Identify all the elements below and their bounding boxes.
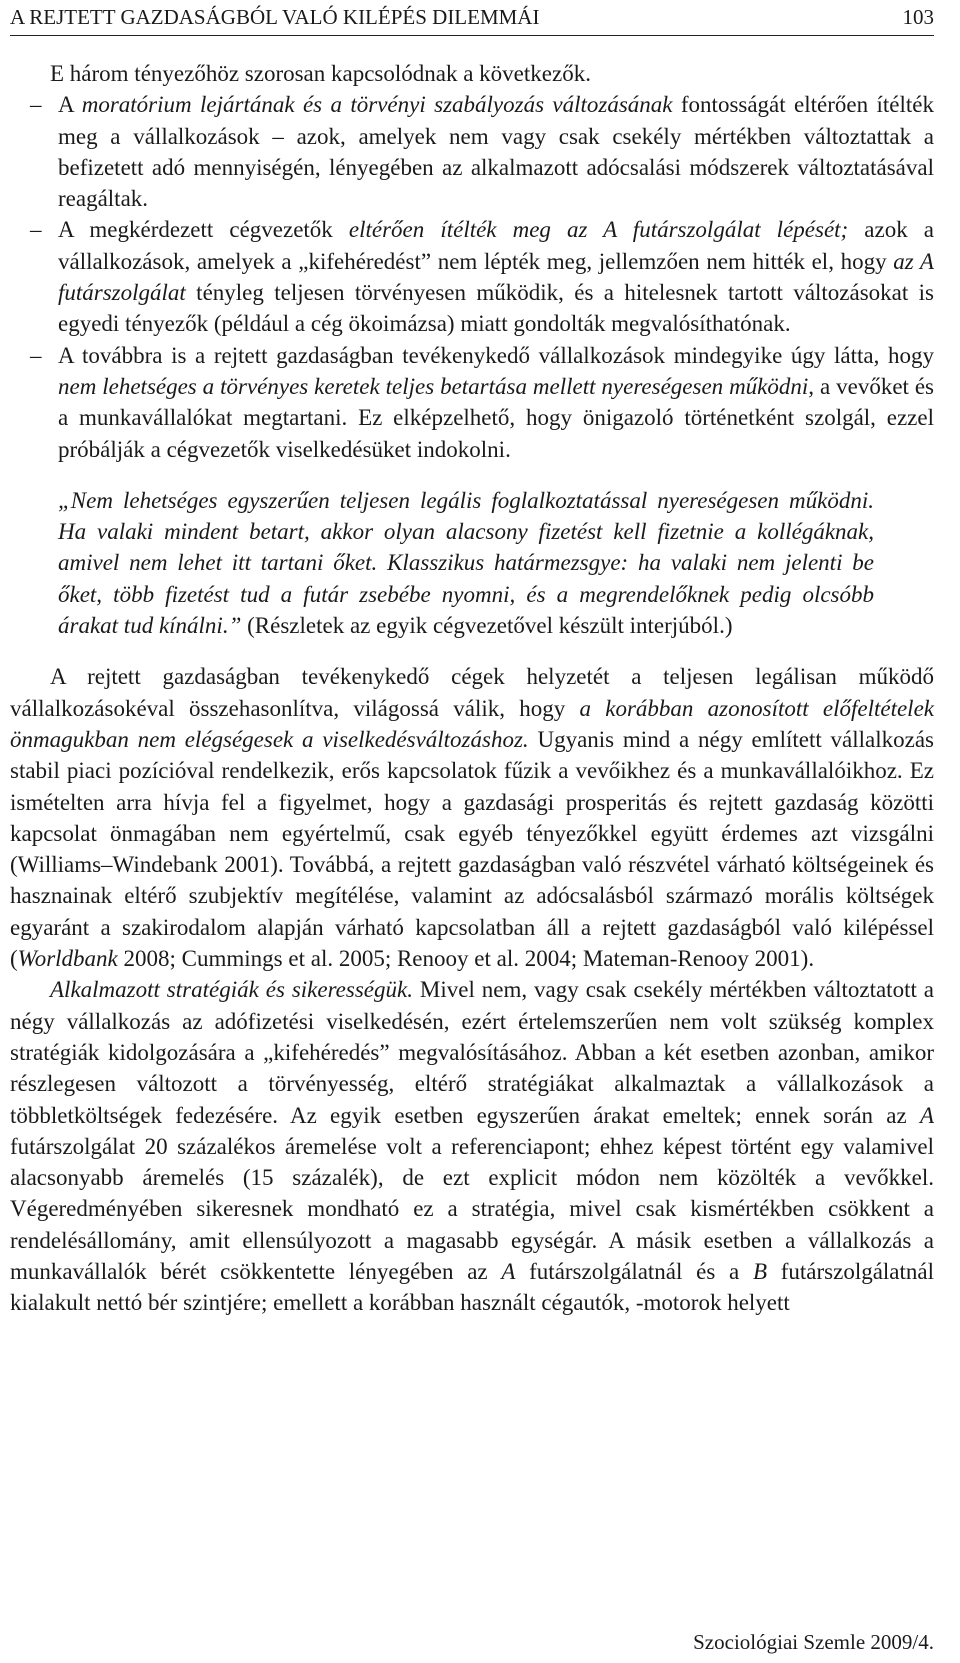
italic-run: Worldbank <box>17 946 118 972</box>
text-run: A rejtett gazdaságban tevékenykedő cégek helyzetét a teljesen legálisan működő vállalkozásokéval összehasonlítva, világossá válik, hogy <box>10 664 934 721</box>
text-run: futárszolgálat 20 százalékos áremelése volt a referenciapont; ehhez képest történt egy valamivel alacsonyabb áremelés (15 százalék), de ezt explicit módon nem közölték a vevőkkel. Végeredményében sikeresnek mondható ez a stratégia, mivel csak kismértékben csökkent a rendelésállomány, amit ellensúlyozott a magasabb egységár. A másik esetben a vállalkozás a munkavállalók bérét csökkentette lényegében az <box>10 1133 934 1284</box>
text-run: 2008; Cummings et al. 2005; Renooy et al. 2004; Mateman-Renooy 2001). <box>117 946 815 972</box>
list-item <box>10 340 934 465</box>
italic-run: nem lehetséges a törvényes keretek teljes betartása mellett nyereségesen működni, <box>58 373 815 399</box>
italic-run: a korábban azonosított előfeltételek önmagukban nem elégségesek a viselkedésváltozáshoz. <box>10 695 934 752</box>
list-item <box>10 214 934 339</box>
italic-run: A <box>501 1258 516 1284</box>
text-run: a vevőket és a munkavállalókat megtartani. Ez elképzelhető, hogy önigazoló történetként szolgál, ezzel próbálják a cégvezetők viselkedésüket indokolni. <box>58 373 934 462</box>
intro-sentence: E három tényezőhöz szorosan kapcsolódnak a következők. <box>50 61 591 86</box>
list-item-text <box>58 92 934 211</box>
italic-run: Alkalmazott stratégiák és sikerességük. <box>50 977 413 1003</box>
text-run: Mivel nem, vagy csak csekély mértékben változtatott a négy vállalkozás az adófizetési viselkedésén, ezért értelemszerűen nem volt szükség komplex stratégiák kidolgozására a „kifehéredés” megvalósításához. Abban a két esetben azonban, amikor részlegesen változott a törvényesség, eltérő stratégiákat alkalmaztak a vállalkozások a többletköltségek fedezésére. Az egyik esetben egyszerűen árakat emeltek; ennek során az <box>10 977 934 1128</box>
body-paragraph <box>10 974 934 1318</box>
italic-run: A <box>919 1102 934 1128</box>
dash-bullet: – <box>30 342 42 368</box>
text-run: futárszolgálatnál kialakult nettó bér szintjére; emellett a korábban használt cégautók, -motorok helyett <box>10 1258 934 1316</box>
list-item-text <box>58 343 934 462</box>
text-run: A továbbra is a rejtett gazdaságban tevékenykedő vállalkozások mindegyike úgy látta, hogy <box>58 342 934 368</box>
text-run: Ugyanis mind a négy említett vállalkozás stabil piaci pozícióval rendelkezik, erős kapcsolatok fűzik a vevőikhez és a munkavállalóikhoz. Ez ismételten arra hívja fel a figyelmet, hogy a gazdasági prosperitás és rejtett gazdaság közötti kapcsolat önmagában nem egyértelmű, csak egyéb tényezőkkel együtt érdemes azt vizsgálni (Williams–Windebank 2001). Továbbá, a rejtett gazdaságban való részvétel várható költségeinek és hasznainak eltérő szubjektív megítélése, valamint az adócsalásból származó morális költségek egyaránt a szakirodalom alapján várható kapcsolatban áll a rejtett gazdaságból való kilépéssel ( <box>10 726 934 972</box>
text-run: azok a vállalkozások, amelyek a „kifehéredést” nem lépték meg, jellemzően nem hitték el, hogy <box>58 217 934 274</box>
running-head <box>10 4 934 30</box>
interview-quote <box>58 485 874 641</box>
body-paragraph <box>10 661 934 974</box>
dash-list <box>10 89 934 465</box>
journal-footer: Szociológiai Szemle 2009/4. <box>693 1630 934 1654</box>
text-run: A megkérdezett cégvezetők <box>58 217 349 243</box>
header-rule <box>10 35 934 36</box>
italic-run: az A futárszolgálat <box>58 248 934 306</box>
italic-run: B <box>752 1258 768 1284</box>
body-text <box>10 58 934 1319</box>
text-run: A <box>58 92 82 118</box>
dash-bullet: – <box>30 92 42 118</box>
page-number: 103 <box>902 5 934 29</box>
italic-run: „Nem lehetséges egyszerűen teljesen legális foglalkoztatással nyereségesen működni. Ha valaki mindent betart, akkor olyan alacsony fizetést kell fizetnie a kollégáknak, amivel nem lehet itt tartani őket. Klasszikus határmezsgye: ha valaki nem jelenti be őket, több fizetést tud a futár zsebébe nyomni, és a megrendelőknek pedig olcsóbb árakat tud kínálni.” <box>58 487 874 639</box>
dash-bullet: – <box>30 217 42 243</box>
italic-run: eltérően ítélték meg az A futárszolgálat lépését; <box>348 217 849 243</box>
list-item <box>10 89 934 214</box>
text-run: futárszolgálatnál és a <box>515 1258 753 1284</box>
running-head-title: A REJTETT GAZDASÁGBÓL VALÓ KILÉPÉS DILEMMÁI <box>10 5 540 29</box>
text-run: fontosságát eltérően ítélték meg a vállalkozások – azok, amelyek nem vagy csak csekély mértékben változtattak a befizetett adó mennyiségén, lényegében az alkalmazott adócsalási módszerek változtatásával reagáltak. <box>58 92 934 212</box>
text-run: (Részletek az egyik cégvezetővel készült interjúból.) <box>241 613 733 639</box>
text-run: tényleg teljesen törvényesen működik, és a hitelesnek tartott változásokat is egyedi tényezők (például a cég ökoimázsa) miatt gondolták megvalósíthatónak. <box>58 280 934 337</box>
list-item-text <box>58 217 934 336</box>
italic-run: moratórium lejártának és a törvényi szabályozás változásának <box>81 92 673 118</box>
